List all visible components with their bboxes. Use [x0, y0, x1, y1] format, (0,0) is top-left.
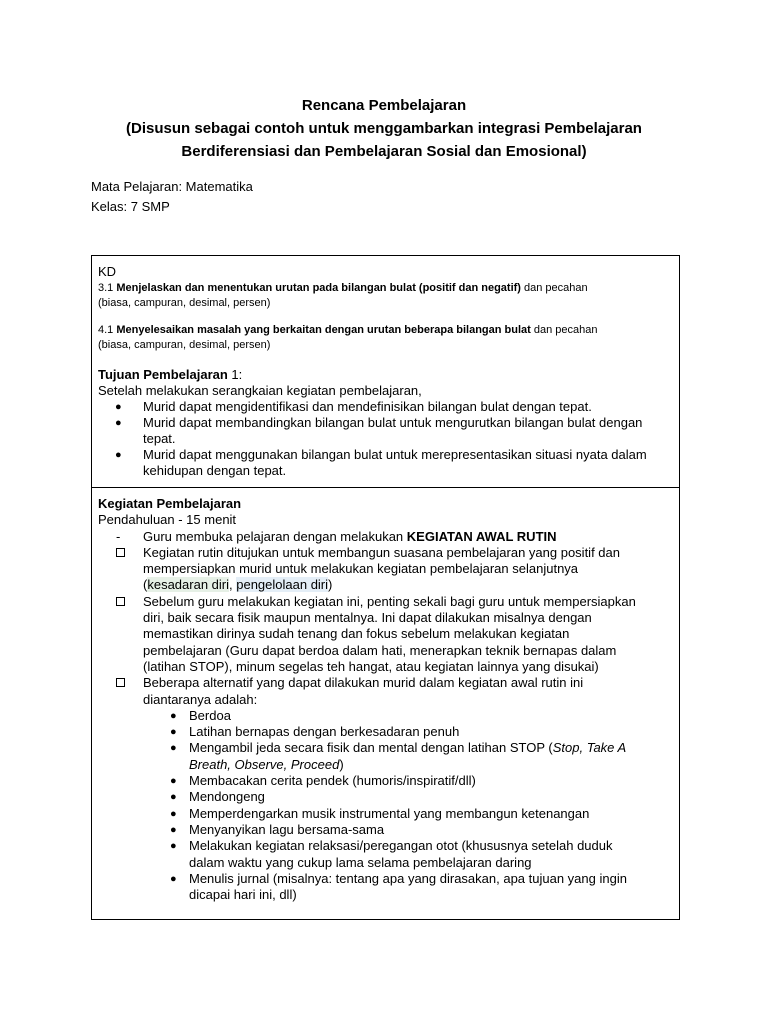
- list-item: [98, 415, 673, 447]
- list-item-italic-text: Breath, Observe, Proceed: [189, 756, 340, 772]
- list-item: [98, 529, 673, 545]
- tujuan-heading-bold: Tujuan Pembelajaran: [98, 367, 228, 382]
- bullet-icon: ●: [170, 775, 177, 788]
- checklist-item: [98, 594, 673, 675]
- kd-bold-text: Menyelesaikan masalah yang berkaitan dengan urutan beberapa bilangan bulat: [116, 324, 531, 336]
- list-item-text: ): [339, 756, 344, 772]
- list-item-text: (latihan STOP), minum segelas teh hangat, atau kegiatan lainnya yang disukai): [143, 658, 599, 674]
- kd-text: (biasa, campuran, desimal, persen): [98, 297, 271, 309]
- class-label: Kelas: 7 SMP: [91, 199, 170, 214]
- checklist-item: [98, 545, 673, 594]
- document-title: [0, 94, 768, 163]
- list-item: [98, 822, 673, 838]
- tujuan-block: [98, 367, 673, 479]
- list-item-text: Mendongeng: [189, 789, 265, 805]
- document-meta: [91, 177, 253, 217]
- competency-tag: kesadaran diri: [147, 577, 229, 593]
- bullet-icon: ●: [170, 709, 177, 722]
- bullet-icon: ●: [170, 742, 177, 755]
- list-item-text: Murid dapat membandingkan bilangan bulat untuk mengurutkan bilangan bulat dengan: [143, 415, 643, 430]
- bullet-icon: ●: [170, 872, 177, 885]
- list-item-italic-text: Stop, Take A: [552, 740, 627, 756]
- list-item-text: mempersiapkan murid untuk melakukan kegiatan pembelajaran selanjutnya: [143, 561, 579, 577]
- title-line-3: Berdiferensiasi dan Pembelajaran Sosial dan Emosional): [181, 143, 587, 160]
- list-item: [98, 708, 673, 724]
- list-item: [98, 773, 673, 789]
- bullet-icon: ●: [170, 807, 177, 820]
- list-item-text: memastikan dirinya sudah tenang dan fokus sebelum melakukan kegiatan: [143, 626, 570, 642]
- list-item: [98, 724, 673, 740]
- kegiatan-block: [98, 496, 673, 903]
- tag-paren: ): [328, 577, 333, 593]
- tag-paren: (: [143, 577, 148, 593]
- list-item-text: diantaranya adalah:: [143, 691, 258, 707]
- checkbox-icon: [116, 548, 125, 557]
- list-item: [98, 871, 673, 904]
- kd-bold-text: Menjelaskan dan menentukan urutan pada bilangan bulat (positif dan negatif): [116, 282, 521, 294]
- checkbox-icon: [116, 678, 125, 687]
- bullet-icon: ●: [170, 840, 177, 853]
- tujuan-list: [98, 399, 673, 479]
- kd-text: dan pecahan: [530, 324, 598, 336]
- kegiatan-section: [91, 488, 680, 920]
- phase-label: Pendahuluan - 15 menit: [98, 512, 237, 528]
- bullet-icon: ●: [170, 726, 177, 739]
- bullet-icon: ●: [115, 401, 122, 413]
- list-item-text: Guru membuka pelajaran dengan melakukan: [143, 528, 407, 544]
- list-item-text: Mengambil jeda secara fisik dan mental dengan latihan STOP (: [189, 740, 553, 756]
- title-line-2: (Disusun sebagai contoh untuk menggambarkan integrasi Pembelajaran: [126, 120, 642, 137]
- list-item-text: diri, baik secara fisik maupun mentalnya. Ini dapat dilakukan misalnya dengan: [143, 610, 592, 626]
- kd-section: [91, 255, 680, 488]
- tujuan-heading-number: 1:: [227, 367, 243, 382]
- checklist-item: [98, 675, 673, 708]
- title-line-1: Rencana Pembelajaran: [301, 97, 467, 114]
- kd-block: [98, 264, 673, 353]
- list-item-text: Murid dapat mengidentifikasi dan mendefinisikan bilangan bulat dengan tepat.: [143, 399, 592, 414]
- list-item-text: pembelajaran (Guru dapat berdoa dalam hati, menerapkan teknik bernapas dalam: [143, 642, 617, 658]
- kd-number: 4.1: [98, 324, 117, 336]
- dash-icon: -: [116, 528, 121, 544]
- list-item: [98, 447, 673, 479]
- tag-separator: ,: [229, 577, 237, 593]
- list-item-text: Memperdengarkan musik instrumental yang membangun ketenangan: [189, 805, 590, 821]
- list-item-text: Latihan bernapas dengan berkesadaran penuh: [189, 724, 460, 740]
- list-item-text: Beberapa alternatif yang dapat dilakukan murid dalam kegiatan awal rutin ini: [143, 675, 584, 691]
- kd-text: dan pecahan: [520, 282, 588, 294]
- checkbox-icon: [116, 597, 125, 606]
- list-item-text: dalam waktu yang cukup lama selama pembelajaran daring: [189, 854, 532, 870]
- bullet-icon: ●: [170, 791, 177, 804]
- bullet-icon: ●: [170, 823, 177, 836]
- list-item-text: Menyanyikan lagu bersama-sama: [189, 821, 385, 837]
- list-item-text: kehidupan dengan tepat.: [143, 463, 287, 478]
- list-item-text: Sebelum guru melakukan kegiatan ini, penting sekali bagi guru untuk mempersiapkan: [143, 593, 636, 609]
- kd-item-4-1: [98, 323, 673, 353]
- list-item-text: Berdoa: [189, 707, 231, 723]
- tujuan-heading: [98, 367, 673, 383]
- bullet-icon: ●: [115, 449, 122, 461]
- tujuan-intro: Setelah melakukan serangkaian kegiatan pembelajaran,: [98, 383, 422, 398]
- list-item-bold-text: KEGIATAN AWAL RUTIN: [406, 528, 557, 544]
- list-item: [98, 789, 673, 805]
- kd-heading: KD: [98, 264, 117, 279]
- list-item-text: Membacakan cerita pendek (humoris/inspiratif/dll): [189, 773, 476, 789]
- list-item: [98, 740, 673, 773]
- kegiatan-heading-text: Kegiatan Pembelajaran: [98, 496, 242, 511]
- kd-number: 3.1: [98, 282, 117, 294]
- subject-label: Mata Pelajaran: Matematika: [91, 179, 253, 194]
- kegiatan-heading: [98, 496, 673, 512]
- kd-item-3-1: [98, 281, 673, 311]
- list-item-text: Kegiatan rutin ditujukan untuk membangun suasana pembelajaran yang positif dan: [143, 544, 620, 560]
- list-item-text: Melakukan kegiatan relaksasi/peregangan otot (khususnya setelah duduk: [189, 838, 613, 854]
- list-item: [98, 838, 673, 871]
- list-item-text: Murid dapat menggunakan bilangan bulat untuk merepresentasikan situasi nyata dalam: [143, 447, 647, 462]
- list-item: [98, 399, 673, 415]
- competency-tag: pengelolaan diri: [236, 577, 329, 593]
- list-item-text: tepat.: [143, 431, 176, 446]
- list-item: [98, 806, 673, 822]
- activity-list: [98, 708, 673, 904]
- list-item-text: Menulis jurnal (misalnya: tentang apa yang dirasakan, apa tujuan yang ingin: [189, 870, 627, 886]
- list-item-text: dicapai hari ini, dll): [189, 887, 297, 903]
- kd-text: (biasa, campuran, desimal, persen): [98, 339, 271, 351]
- bullet-icon: ●: [115, 417, 122, 429]
